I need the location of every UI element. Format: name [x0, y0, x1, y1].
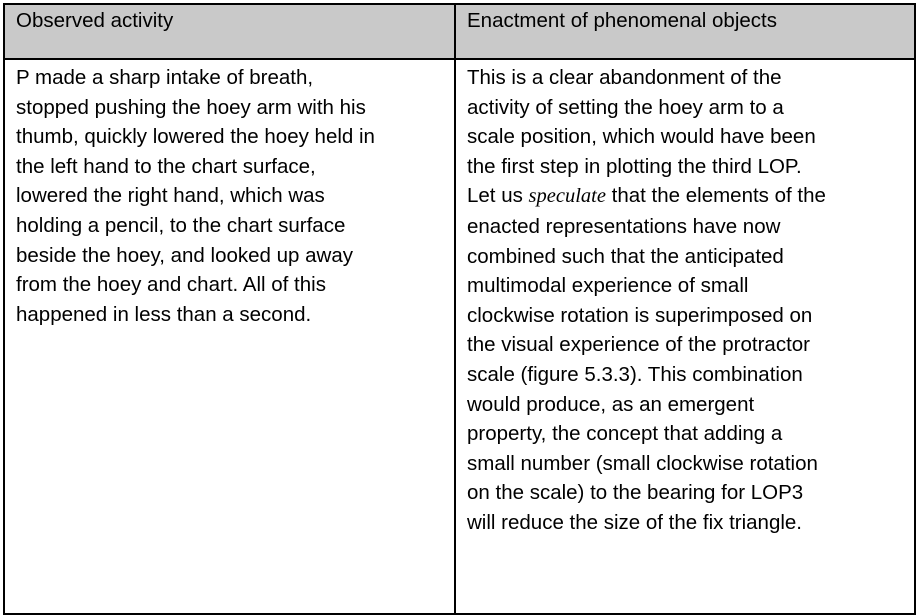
observed-line: thumb, quickly lowered the hoey held in: [16, 125, 375, 149]
enactment-line: This is a clear abandonment of the: [467, 66, 782, 89]
enactment-line: scale position, which would have been: [467, 125, 816, 149]
observed-line: stopped pushing the hoey arm with his: [16, 95, 366, 119]
observed-line: holding a pencil, to the chart surface: [16, 213, 346, 237]
enactment-line: the visual experience of the protractor: [467, 333, 810, 357]
activity-table: [3, 3, 916, 615]
observed-line: P made a sharp intake of breath,: [16, 66, 314, 89]
enactment-line-speculate: [467, 181, 908, 212]
enactment-line: scale (figure 5.3.3). This combination: [467, 362, 803, 386]
speculate-prefix: Let us: [467, 184, 529, 208]
observed-line: the left hand to the chart surface,: [16, 154, 316, 178]
observed-line: lowered the right hand, which was: [16, 184, 325, 208]
enactment-line: clockwise rotation is superimposed on: [467, 303, 813, 327]
observed-activity-cell: [4, 59, 455, 614]
enactment-line: the first step in plotting the third LOP.: [467, 154, 802, 178]
enactment-line: enacted representations have now: [467, 214, 781, 238]
enactment-line: will reduce the size of the fix triangle.: [467, 510, 802, 534]
enactment-line: on the scale) to the bearing for LOP3: [467, 481, 804, 505]
enactment-line: combined such that the anticipated: [467, 244, 784, 268]
table-header-row: [4, 4, 915, 59]
enactment-line: small number (small clockwise rotation: [467, 451, 818, 475]
header-observed-activity: Observed activity: [4, 4, 455, 59]
enactment-line: multimodal experience of small: [467, 274, 749, 298]
header-enactment: Enactment of phenomenal objects: [455, 4, 915, 59]
observed-line: from the hoey and chart. All of this: [16, 273, 326, 297]
enactment-cell: [455, 59, 915, 614]
enactment-line: activity of setting the hoey arm to a: [467, 95, 784, 119]
speculate-emphasis: speculate: [528, 185, 606, 208]
observed-line: happened in less than a second.: [16, 302, 312, 326]
enactment-line: would produce, as an emergent: [467, 392, 755, 416]
speculate-suffix: that the elements of the: [605, 184, 826, 208]
table-row: [4, 59, 915, 614]
observed-line: beside the hoey, and looked up away: [16, 243, 353, 267]
enactment-line: property, the concept that adding a: [467, 422, 783, 446]
